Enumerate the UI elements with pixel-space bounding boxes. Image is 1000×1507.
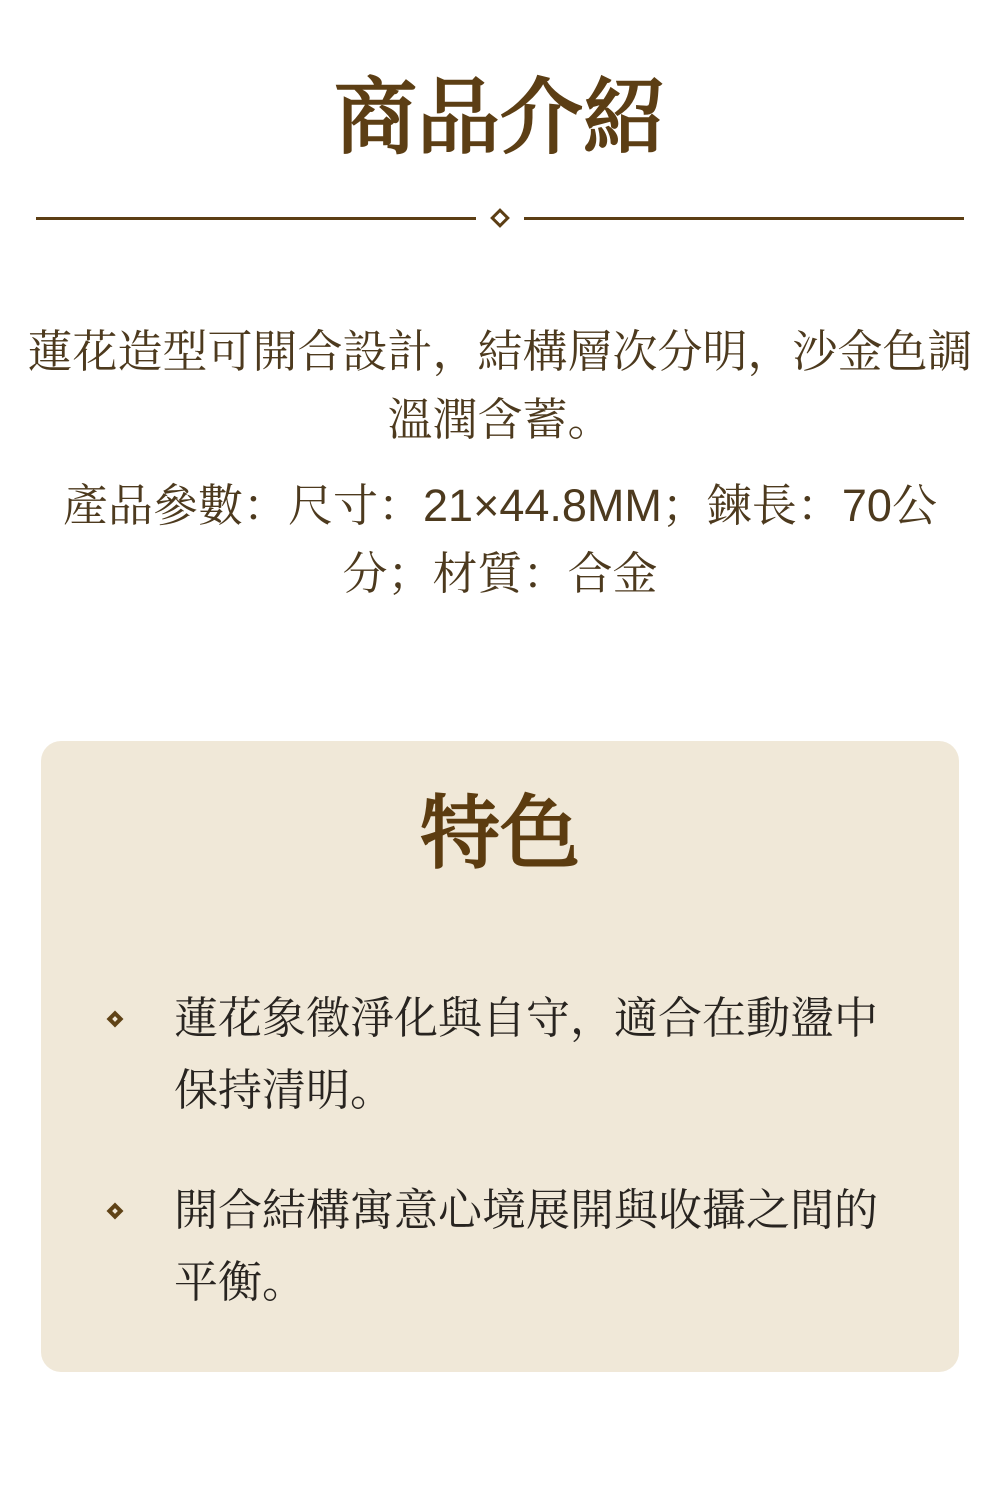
intro-line: 蓮花造型可開合設計，結構層次分明，沙金色調	[27, 326, 973, 377]
diamond-bullet-icon	[101, 1005, 129, 1033]
intro-text-block	[0, 318, 1000, 608]
intro-line: 溫潤含蓄。	[387, 394, 613, 445]
spec-line: 產品參數：尺寸：21×44.8MM；鍊長：70公	[63, 480, 937, 531]
section-divider	[0, 203, 1000, 233]
features-card	[41, 741, 959, 1372]
diamond-bullet-icon	[101, 1197, 129, 1225]
divider-line-left	[36, 217, 476, 220]
intro-paragraph-specs	[0, 472, 1000, 608]
spec-line: 分；材質：合金	[342, 548, 658, 599]
page-title: 商品介紹	[334, 68, 666, 166]
divider-line-right	[524, 217, 964, 220]
feature-item-text: 蓮花象徵淨化與自守，適合在動盪中保持清明。	[174, 994, 878, 1115]
product-intro-page	[0, 68, 1000, 1507]
intro-paragraph-design	[0, 318, 1000, 454]
list-item	[101, 983, 899, 1127]
features-title: 特色	[420, 786, 580, 880]
feature-item-text: 開合結構寓意心境展開與收攝之間的平衡。	[174, 1186, 878, 1307]
list-item	[101, 1175, 899, 1319]
features-list	[101, 983, 899, 1319]
diamond-icon	[490, 208, 510, 228]
